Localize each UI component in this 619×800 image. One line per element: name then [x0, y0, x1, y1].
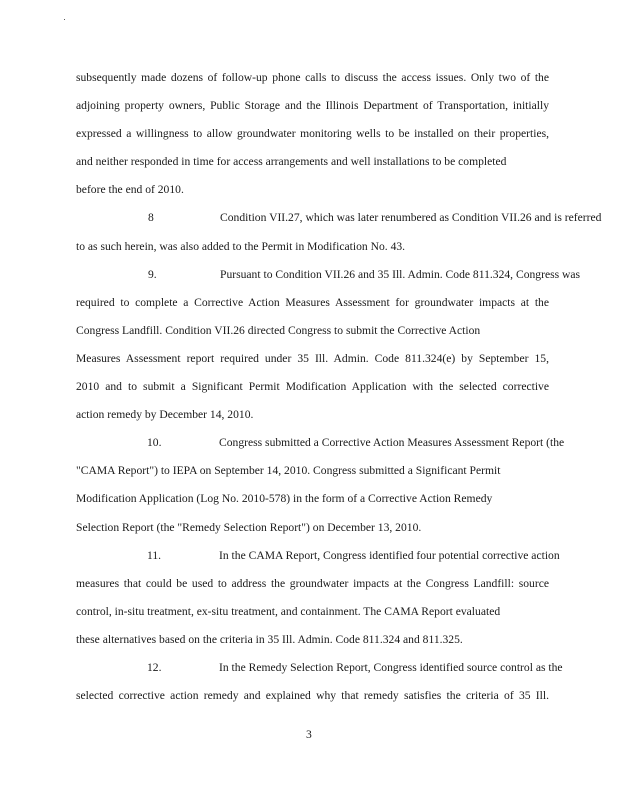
paragraph-number: 11.	[147, 548, 162, 562]
paragraph-text: Congress submitted a Corrective Action Measures Assessment Report (the	[219, 436, 565, 450]
paragraph-11-first-line	[76, 542, 560, 570]
paragraph-text: Condition VII.27, which was later renumbered as Condition VII.26 and is referred	[220, 211, 602, 225]
text-line: subsequently made dozens of follow-up phone calls to discuss the access issues. Only two of the	[76, 71, 549, 84]
text-line: required to complete a Corrective Action Measures Assessment for groundwater impacts at the	[76, 295, 549, 309]
text-line: expressed a willingness to allow groundwater monitoring wells to be installed on their properties,	[76, 127, 549, 141]
paragraph-number: 9.	[148, 267, 157, 281]
paragraph-9-first-line	[76, 261, 581, 289]
text-line: and neither responded in time for access arrangements and well installations to be completed	[76, 155, 507, 169]
text-line: 2010 and to submit a Significant Permit Modification Application with the selected corrective	[76, 380, 549, 394]
text-line: measures that could be used to address the groundwater impacts at the Congress Landfill: source	[76, 576, 549, 590]
document-body	[76, 64, 602, 710]
paragraph-12-first-line	[76, 654, 563, 682]
paragraph-text: In the Remedy Selection Report, Congress identified source control as the	[219, 660, 563, 674]
page-number: 3	[306, 728, 312, 741]
text-line: to as such herein, was also added to the Permit in Modification No. 43.	[76, 239, 406, 253]
text-line: Selection Report (the "Remedy Selection Report") on December 13, 2010.	[76, 520, 422, 534]
text-line: these alternatives based on the criteria in 35 Ill. Admin. Code 811.324 and 811.325.	[76, 632, 463, 646]
paragraph-text: Pursuant to Condition VII.26 and 35 Ill. Admin. Code 811.324, Congress was	[220, 267, 581, 281]
paragraph-number: 8	[148, 211, 154, 225]
paragraph-number: 12.	[147, 660, 162, 674]
paragraph-8-first-line	[76, 204, 602, 232]
text-line: selected corrective action remedy and explained why that remedy satisfies the criteria of 35 Ill.	[76, 689, 549, 703]
paragraph-10-first-line	[76, 429, 565, 457]
text-line: control, in-situ treatment, ex-situ treatment, and containment. The CAMA Report evaluated	[76, 604, 501, 618]
text-line: action remedy by December 14, 2010.	[76, 408, 254, 422]
paragraph-text: In the CAMA Report, Congress identified four potential corrective action	[219, 548, 560, 562]
text-line: Congress Landfill. Condition VII.26 directed Congress to submit the Corrective Action	[76, 323, 481, 337]
text-line: "CAMA Report") to IEPA on September 14, 2010. Congress submitted a Significant Permit	[76, 464, 501, 478]
scan-artifact	[64, 19, 65, 20]
text-line: Modification Application (Log No. 2010-578) in the form of a Corrective Action Remedy	[76, 492, 493, 506]
text-line: Measures Assessment report required under 35 Ill. Admin. Code 811.324(e) by September 15,	[76, 351, 549, 365]
text-line: adjoining property owners, Public Storage and the Illinois Department of Transportation, initially	[76, 99, 549, 113]
paragraph-number: 10.	[147, 436, 162, 450]
text-line: before the end of 2010.	[76, 183, 184, 197]
